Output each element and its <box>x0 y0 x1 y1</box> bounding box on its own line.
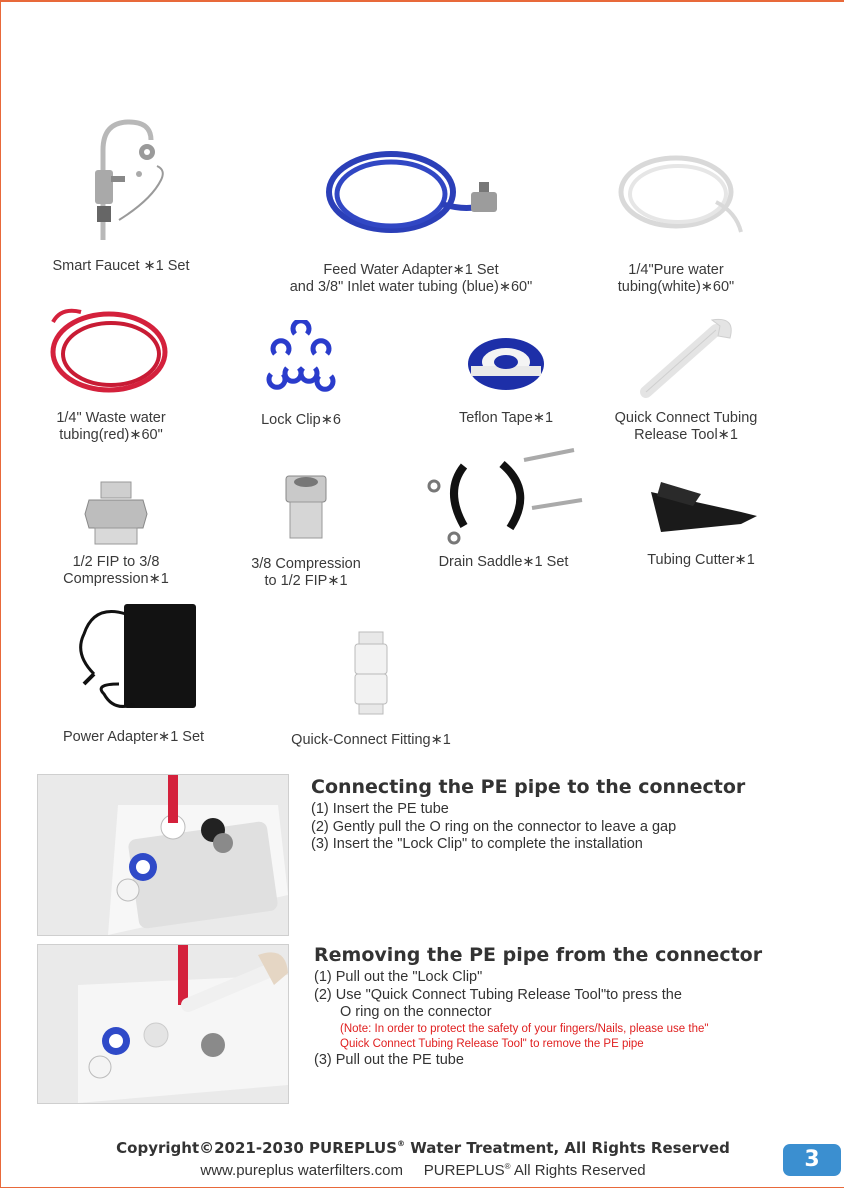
faucet-image <box>61 110 181 250</box>
part-caption: Smart Faucet ∗1 Set <box>52 258 190 274</box>
step: (3) Pull out the PE tube <box>314 1051 464 1068</box>
part-caption: Lock Clip∗6 <box>261 412 341 428</box>
step: (2) Use "Quick Connect Tubing Release Tool"to press the <box>314 986 682 1003</box>
part-teflon-tape <box>431 332 581 427</box>
rights-text: All Rights Reserved <box>513 1162 646 1179</box>
part-caption: Tubing Cutter∗1 <box>647 552 755 568</box>
teflon-tape-image <box>461 332 551 396</box>
part-compression-adapter <box>231 472 381 590</box>
part-caption-line1: Feed Water Adapter∗1 Set <box>323 262 499 278</box>
part-red-tubing <box>36 302 186 444</box>
power-adapter-image <box>64 594 204 719</box>
release-photo-image <box>38 945 288 1103</box>
part-caption-line2: tubing(white)∗60" <box>617 279 735 295</box>
safety-note: (Note: In order to protect the safety of your fingers/Nails, please use the" <box>340 1022 709 1035</box>
step: (2) Gently pull the O ring on the connector to leave a gap <box>311 818 677 835</box>
part-tubing-cutter <box>626 472 776 569</box>
release-tool-image <box>626 312 746 402</box>
part-caption-line1: 1/4" Waste water <box>56 410 166 426</box>
part-caption: Teflon Tape∗1 <box>458 410 554 426</box>
part-caption: Power Adapter∗1 Set <box>62 729 205 745</box>
part-feed-water-adapter <box>261 142 561 296</box>
copyright-text: Copyright©2021-2030 PUREPLUS <box>116 1139 398 1157</box>
section-title: Connecting the PE pipe to the connector <box>311 776 746 798</box>
copyright-line <box>1 1139 844 1157</box>
website-line <box>1 1162 844 1179</box>
part-caption-line1: 1/2 FIP to 3/8 <box>72 554 160 570</box>
part-caption-line2: Compression∗1 <box>63 571 169 587</box>
white-tubing-image <box>606 142 746 242</box>
registered-mark: ® <box>504 1162 511 1171</box>
step: (1) Pull out the "Lock Clip" <box>314 969 483 985</box>
part-white-tubing <box>591 142 761 296</box>
red-tubing-image <box>41 302 181 402</box>
part-caption: Drain Saddle∗1 Set <box>438 554 569 570</box>
drain-saddle-image <box>424 446 584 546</box>
part-caption-line1: Quick Connect Tubing <box>614 410 758 426</box>
tubing-cutter-image <box>641 472 761 542</box>
connecting-photo <box>37 774 289 936</box>
part-caption-line2: to 1/2 FIP∗1 <box>264 573 348 589</box>
part-caption: Quick-Connect Fitting∗1 <box>291 732 451 748</box>
part-release-tool <box>596 312 776 444</box>
part-power-adapter <box>46 594 221 746</box>
compression-adapter-image <box>276 472 336 542</box>
blue-tubing-image <box>311 142 511 242</box>
removing-instructions <box>314 944 762 1069</box>
registered-mark: ® <box>397 1139 406 1148</box>
lock-clip-image <box>261 320 341 394</box>
copyright-tail: Water Treatment, All Rights Reserved <box>410 1139 730 1157</box>
part-caption-line1: 1/4"Pure water <box>628 262 724 278</box>
part-caption-line2: and 3/8" Inlet water tubing (blue)∗60" <box>289 279 533 295</box>
part-caption-line2: Release Tool∗1 <box>634 427 738 443</box>
safety-note: Quick Connect Tubing Release Tool" to remove the PE pipe <box>340 1037 644 1050</box>
part-smart-faucet <box>41 110 201 275</box>
step: (3) Insert the "Lock Clip" to complete the installation <box>311 836 643 852</box>
page-number-badge: 3 <box>783 1144 841 1176</box>
step: O ring on the connector <box>340 1004 492 1020</box>
removing-photo <box>37 944 289 1104</box>
connecting-instructions <box>311 776 745 854</box>
section-title: Removing the PE pipe from the connector <box>314 944 763 966</box>
step: (1) Insert the PE tube <box>311 801 449 817</box>
part-quick-connect-fitting <box>271 630 471 749</box>
part-lock-clip <box>231 320 371 429</box>
brand-name: PUREPLUS <box>423 1162 505 1179</box>
part-drain-saddle <box>416 446 591 571</box>
fip-adapter-image <box>81 480 151 546</box>
website-link[interactable]: www.pureplus waterfilters.com <box>200 1162 403 1179</box>
quick-connect-fitting-image <box>351 630 391 716</box>
part-caption-line2: tubing(red)∗60" <box>59 427 163 443</box>
part-fip-adapter <box>41 480 191 588</box>
part-caption-line1: 3/8 Compression <box>251 556 361 572</box>
connector-photo-image <box>38 775 288 935</box>
